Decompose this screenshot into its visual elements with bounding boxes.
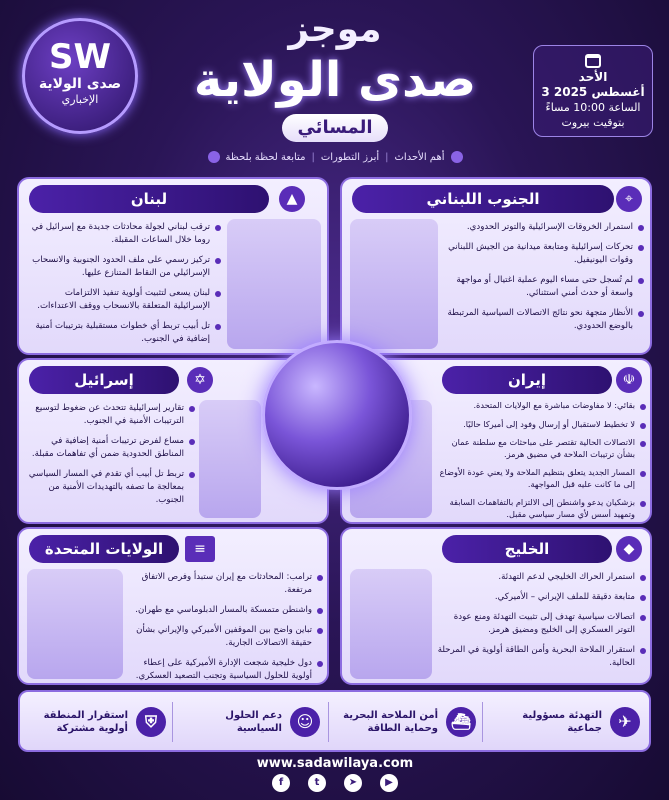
logo xyxy=(22,18,138,134)
tagline-item: أبرز التطورات xyxy=(320,151,380,163)
twitter-icon[interactable]: t xyxy=(308,774,326,792)
list-item: الأنظار متجهة نحو نتائج الاتصالات السياسية المرتبطة بالوضع الحدودي. xyxy=(444,307,644,333)
date-box xyxy=(533,45,653,137)
panel-lebanon xyxy=(17,177,329,355)
list-item: تل أبيب تربط أي خطوات مستقبلية بترتيبات أمنية إضافية في الجنوب. xyxy=(27,320,221,346)
bullet-icon xyxy=(451,151,463,163)
footer-item-label: دعم الحلول السياسية xyxy=(225,710,282,734)
us-flag-icon: ≡ xyxy=(185,536,215,562)
footer-item-label: استقرار المنطقة أولوية مشتركة xyxy=(43,710,128,734)
facebook-icon[interactable]: f xyxy=(272,774,290,792)
people-icon: ☺ xyxy=(290,707,320,737)
logo-name: صدى الولاية xyxy=(38,76,122,92)
location-pin-icon: ⌖ xyxy=(616,186,642,212)
list-item: تباين واضح بين الموقفين الأميركي والإيراني بشأن حقيقة الاتصالات الجارية. xyxy=(127,624,323,650)
lebanon-flag-image xyxy=(227,219,321,349)
footer-item-label: أمن الملاحة البحرية وحماية الطاقة xyxy=(343,710,438,734)
list-item: متابعة دقيقة للملف الإيراني – الأميركي. xyxy=(436,591,646,604)
panel-title: لبنان xyxy=(29,185,269,213)
panel-gulf xyxy=(340,527,652,685)
bullet-list xyxy=(27,402,195,514)
logo-subname: الإخباري xyxy=(61,93,99,106)
tagline-item: متابعة لحظة بلحظة xyxy=(225,151,306,163)
telegram-icon[interactable]: ➤ xyxy=(344,774,362,792)
list-item: لا تخطيط لاستقبال أو إرسال وفود إلى أميركا حاليًا. xyxy=(436,419,646,431)
globe-map-image xyxy=(262,340,412,490)
star-of-david-icon: ✡ xyxy=(187,367,213,393)
footer-item xyxy=(180,700,320,744)
tagline-item: أهم الأحداث xyxy=(394,151,445,163)
iran-emblem-icon: ☫ xyxy=(616,367,642,393)
title-top: موجز xyxy=(288,9,382,50)
panel-south-lebanon xyxy=(340,177,652,355)
cedar-icon: ▲ xyxy=(279,186,305,212)
gulf-map-icon: ◆ xyxy=(616,536,642,562)
border-tower-image xyxy=(199,400,261,518)
list-item: اتصالات سياسية تهدف إلى تثبيت التهدئة ومنع عودة التوتر العسكري إلى الخليج ومضيق هرمز. xyxy=(436,611,646,637)
list-item: استمرار الخروقات الإسرائيلية والتوتر الحدودي. xyxy=(444,221,644,234)
panel-title: الخليج xyxy=(442,535,612,563)
panel-title: إسرائيل xyxy=(29,366,179,394)
bullet-list xyxy=(27,221,221,353)
list-item: لم تُسجل حتى مساء اليوم عملية اغتيال أو مواجهة واسعة أو حدث أمني استثنائي. xyxy=(444,274,644,300)
list-item: تربط تل أبيب أي تقدم في المسار السياسي بمعالجة ما تصفه بالتهديدات الأمنية من الجنوب. xyxy=(27,468,195,507)
list-item: ترامب: المحادثات مع إيران ستبدأ وفرص الاتفاق مرتفعة. xyxy=(127,571,323,597)
shield-icon: ⛨ xyxy=(136,707,166,737)
panel-title: إيران xyxy=(442,366,612,394)
list-item: مساع لفرض ترتيبات أمنية إضافية في المناطق الحدودية ضمن أي تفاهمات مقبلة. xyxy=(27,435,195,461)
date-timezone: بتوقيت بيروت xyxy=(561,116,625,129)
footer-item xyxy=(490,700,640,744)
date-date: 3 أغسطس 2025 xyxy=(541,85,645,99)
list-item: استمرار الحراك الخليجي لدعم التهدئة. xyxy=(436,571,646,584)
footer-item xyxy=(336,700,476,744)
footer-item xyxy=(30,700,166,744)
bullet-list xyxy=(127,571,323,685)
social-links xyxy=(272,774,398,794)
list-item: استقرار الملاحة البحرية وأمن الطاقة أولوية في المرحلة الحالية. xyxy=(436,644,646,670)
panel-title: الولايات المتحدة xyxy=(29,535,179,563)
list-item: الاتصالات الحالية تقتصر على مباحثات مع سلطنة عمان بشأن ترتيبات الملاحة في مضيق هرمز. xyxy=(436,437,646,460)
list-item: المسار الجديد يتعلق بتنظيم الملاحة ولا يعني عودة الأوضاع إلى ما كانت عليه قبل المواجهة. xyxy=(436,467,646,490)
bullet-list xyxy=(436,400,646,524)
watchtower-image xyxy=(350,219,438,349)
panel-usa xyxy=(17,527,329,685)
date-time: الساعة 10:00 مساءً xyxy=(545,101,641,114)
footer-item-label: التهدئة مسؤولية جماعية xyxy=(522,710,602,734)
gulf-skyline-image xyxy=(350,569,432,679)
footer-highlights xyxy=(18,690,651,752)
capitol-building-image xyxy=(27,569,123,679)
divider xyxy=(172,702,173,742)
separator: | xyxy=(311,151,315,163)
divider xyxy=(482,702,483,742)
youtube-icon[interactable]: ▶ xyxy=(380,774,398,792)
ship-icon: ⛴ xyxy=(446,707,476,737)
bullet-list xyxy=(444,221,644,340)
logo-mark: SW xyxy=(49,37,111,77)
list-item: تقارير إسرائيلية تتحدث عن ضغوط لتوسيع الترتيبات الأمنية في الجنوب. xyxy=(27,402,195,428)
list-item: تركيز رسمي على ملف الحدود الجنوبية والانسحاب الإسرائيلي من النقاط المتنازع عليها. xyxy=(27,254,221,280)
clock-icon xyxy=(208,151,220,163)
tagline xyxy=(195,148,475,166)
website-link[interactable]: www.sadawilaya.com xyxy=(256,756,414,771)
page-title: صدى الولاية xyxy=(193,52,477,108)
separator: | xyxy=(385,151,389,163)
list-item: بقائي: لا مفاوضات مباشرة مع الولايات المتحدة. xyxy=(436,400,646,412)
list-item: تحركات إسرائيلية ومتابعة ميدانية من الجيش اللبناني وقوات اليونيفيل. xyxy=(444,241,644,267)
list-item: واشنطن متمسكة بالمسار الدبلوماسي مع طهران. xyxy=(127,604,323,617)
panel-title: الجنوب اللبناني xyxy=(352,185,614,213)
date-day: الأحد xyxy=(578,70,608,84)
list-item: دول خليجية شجعت الإدارة الأميركية على إعطاء أولوية للحلول السياسية وتجنب التصعيد العسكري. xyxy=(127,657,323,683)
bullet-list xyxy=(436,571,646,677)
dove-icon: ✈ xyxy=(610,707,640,737)
divider xyxy=(328,702,329,742)
list-item: بزشكيان يدعو واشنطن إلى الالتزام بالتفاهمات السابقة وتمهيد أسس لأي مسار سياسي مقبل. xyxy=(436,497,646,520)
list-item: لبنان يسعى لتثبيت أولوية تنفيذ الالتزامات الإسرائيلية المتعلقة بالانسحاب ووقف الاعتداءات. xyxy=(27,287,221,313)
calendar-icon xyxy=(585,54,601,68)
edition-badge: المسائي xyxy=(282,114,388,142)
list-item: ترقب لبناني لجولة محادثات جديدة مع إسرائيل في روما خلال الساعات المقبلة. xyxy=(27,221,221,247)
